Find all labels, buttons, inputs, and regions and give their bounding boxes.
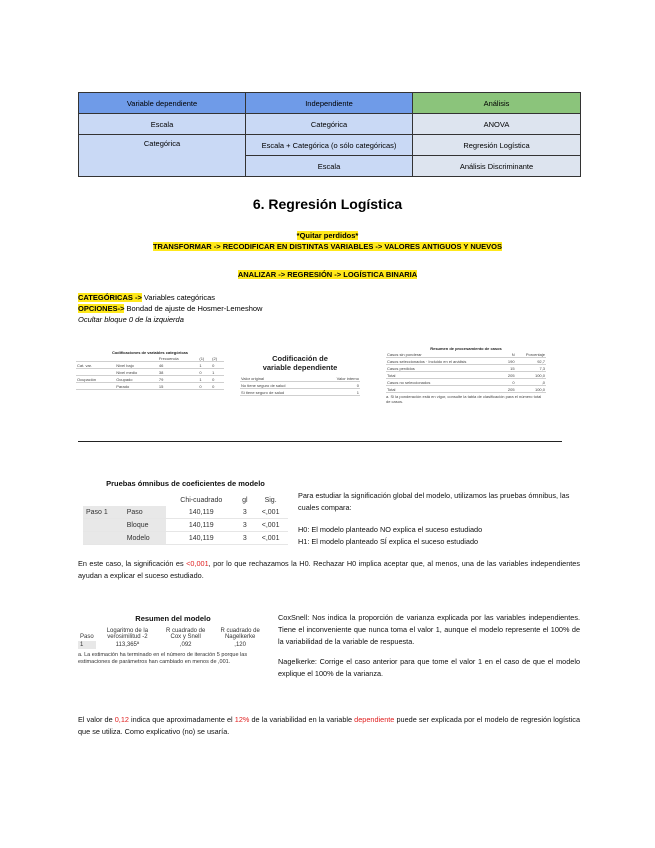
model-summary-title: Resumen del modelo: [135, 614, 211, 623]
table-cell: Chi-cuadrado: [180, 496, 223, 504]
table-cell: 140,119: [166, 532, 236, 545]
table-cell: 3: [236, 519, 253, 532]
conclusion-part2: , por lo que rechazamos la H0. Rechazar H0 implica aceptar que, al menos, una de las variables independientes ayudan a explicar el suceso estudiado.: [78, 559, 580, 580]
categoricas-text: Variables categóricas: [141, 293, 216, 302]
nagelkerke-text: Nagelkerke: Corrige el caso anterior para que tome el valor 1 en el caso de que el modelo explique el 100% de la varianza.: [278, 657, 580, 678]
table-cell: 15: [503, 365, 515, 372]
table-cell: 100,0: [516, 372, 546, 379]
table-cell: Porcentaje: [516, 351, 546, 358]
table-cell: [83, 532, 124, 545]
final-percent: 12%: [234, 715, 250, 724]
table-row: [78, 641, 268, 649]
case-summary-title: Resumen de procesamiento de casos: [430, 346, 502, 351]
table-cell: 113,365ª: [115, 642, 140, 648]
table-cell: (2): [211, 355, 224, 362]
table-cell: 140,119: [166, 506, 236, 519]
omnibus-p1: Para estudiar la significación global del modelo, utilizamos las pruebas ómnibus, las cuales compara:: [298, 491, 570, 512]
table-row: [79, 135, 581, 156]
omnibus-h1: H1: El modelo planteado SÍ explica el suceso estudiado: [298, 537, 479, 546]
table-cell: ,0: [516, 379, 546, 386]
table-cell: 0: [211, 376, 224, 383]
menu-path-1: TRANSFORMAR -> RECODIFICAR EN DISTINTAS VARIABLES -> VALORES ANTIGUOS Y NUEVOS: [152, 242, 503, 251]
spacer: [278, 648, 580, 656]
table-cell: <,001: [253, 506, 288, 519]
table-cell: Bloque: [124, 519, 166, 532]
dependent-coding-table: [240, 354, 360, 396]
final-part3: de la variabilidad en la variable: [249, 715, 355, 724]
table-cell: [76, 369, 115, 376]
table-row: [83, 506, 288, 519]
omnibus-h0: H0: El modelo planteado NO explica el suceso estudiado: [298, 525, 483, 534]
table-cell: ANOVA: [413, 114, 581, 135]
table-cell: Escala: [79, 114, 246, 135]
table-cell: Valor original: [240, 375, 319, 382]
table-cell: [76, 383, 115, 390]
table-row: [240, 382, 360, 389]
table-cell: Casos sin ponderar: [386, 351, 503, 358]
table-cell: Valor interno: [319, 375, 360, 382]
header-dependiente: Variable dependiente: [79, 93, 246, 114]
menu-path-2-line: [0, 270, 655, 279]
conclusion-part1: En este caso, la significación es: [78, 559, 187, 568]
table-row: [83, 532, 288, 545]
table-cell: R cuadrado de Cox y Snell: [165, 628, 206, 640]
table-cell: Casos seleccionados · Incluido en el análisis: [386, 358, 503, 365]
table-row: [386, 386, 546, 393]
table-cell: 38: [158, 369, 199, 376]
table-cell: N: [503, 351, 515, 358]
omnibus-title: Pruebas ómnibus de coeficientes de modelo: [106, 479, 265, 488]
table-cell: 7,3: [516, 365, 546, 372]
table-cell: Logaritmo de la verosimilitud -2: [106, 628, 149, 640]
table-row: [386, 358, 546, 365]
table-cell: Total: [386, 372, 503, 379]
table-cell: No tiene seguro de salud: [240, 382, 319, 389]
table-cell: 0: [211, 362, 224, 369]
table-cell: Parado: [115, 383, 158, 390]
case-summary-note: a. Si la ponderación está en vigor, consulte la tabla de clasificación para el número total de casos.: [386, 394, 542, 404]
final-part2: indica que aproximadamente el: [128, 715, 235, 724]
table-cell: <,001: [253, 532, 288, 545]
table-cell: Paso 1: [83, 506, 124, 519]
table-cell: Sí tiene seguro de salud: [240, 389, 319, 396]
analysis-table: [78, 92, 581, 177]
header-analisis: Análisis: [413, 93, 581, 114]
table-cell: 1: [198, 362, 211, 369]
table-cell: (1): [198, 355, 211, 362]
table-cell: 0: [319, 382, 360, 389]
table-row: [386, 372, 546, 379]
model-summary-note: a. La estimación ha terminado en el número de iteración 5 porque las estimaciones de parámetros han cambiado en menos de ,001.: [78, 652, 248, 665]
categorical-codings-table: [76, 350, 224, 390]
final-part1: El valor de: [78, 715, 115, 724]
table-cell: 0: [198, 383, 211, 390]
table-cell: Ocupación: [76, 376, 115, 383]
table-row: [83, 519, 288, 532]
table-cell: 1: [198, 376, 211, 383]
table-cell: Total: [386, 386, 503, 393]
table-cell: 3: [236, 532, 253, 545]
table-cell: [124, 494, 166, 506]
omnibus-explanation: [298, 490, 580, 548]
model-summary-table: [78, 614, 268, 666]
table-row: [76, 369, 224, 376]
case-summary-table: [386, 346, 546, 404]
table-row: [386, 365, 546, 372]
table-cell: Paso: [124, 506, 166, 519]
table-cell: Sig.: [264, 496, 277, 504]
final-part4: puede ser explicada por el modelo de regresión logística que se utiliza. Como explicativo (no) se usaría.: [78, 715, 580, 736]
table-cell: [83, 519, 124, 532]
menu-path-2: ANALIZAR -> REGRESIÓN -> LOGÍSTICA BINARIA: [237, 270, 418, 279]
final-value: 0,12: [114, 715, 129, 724]
table-cell: [83, 494, 124, 506]
table-cell: Ocupado: [115, 376, 158, 383]
opciones-text: Bondad de ajuste de Hosmer-Lemeshow: [124, 304, 263, 313]
table-row: [83, 494, 288, 506]
table-cell: Casos perdidos: [386, 365, 503, 372]
table-cell: Categórica: [79, 135, 246, 177]
spacer: [298, 514, 580, 524]
table-cell: 100,0: [516, 386, 546, 393]
conclusion-sig: <0,001: [186, 559, 209, 568]
table-cell: 190: [503, 358, 515, 365]
final-dependent: dependiente: [354, 715, 395, 724]
section-title: 6. Regresión Logística: [252, 196, 403, 212]
table-row: [78, 627, 268, 641]
table-cell: <,001: [253, 519, 288, 532]
table-row: [79, 114, 581, 135]
ocultar-text: Ocultar bloque 0 de la izquierda: [78, 315, 184, 324]
table-cell: 1: [211, 369, 224, 376]
table-cell: gl: [242, 496, 248, 504]
dependent-coding-title: Codificación de variable dependiente: [262, 354, 338, 372]
analysis-table-header: [79, 93, 581, 114]
table-cell: Escala: [246, 156, 413, 177]
table-cell: 79: [158, 376, 199, 383]
omnibus-table: [83, 479, 288, 545]
table-cell: 0: [198, 369, 211, 376]
table-cell: R cuadrado de Nagelkerke: [220, 628, 260, 640]
categorical-codings-title: Codificaciones de variables categóricas: [111, 350, 189, 355]
table-cell: Cat. var.: [76, 362, 115, 369]
conclusion-paragraph: [78, 558, 580, 582]
table-cell: 3: [236, 506, 253, 519]
table-cell: Análisis Discriminante: [413, 156, 581, 177]
table-cell: 205: [503, 372, 515, 379]
table-cell: 1: [319, 389, 360, 396]
table-row: [240, 389, 360, 396]
opciones-label: OPCIONES->: [78, 304, 125, 313]
table-row: [386, 379, 546, 386]
categoricas-label: CATEGÓRICAS ->: [78, 293, 142, 302]
divider: [78, 441, 562, 442]
table-cell: ,092: [179, 642, 192, 648]
header-independiente: Independiente: [246, 93, 413, 114]
model-summary-explanation: [278, 612, 580, 680]
categoricas-line: [78, 292, 478, 303]
table-cell: Frecuencia: [158, 355, 199, 362]
table-cell: Nivel medio: [115, 369, 158, 376]
table-row: [76, 376, 224, 383]
table-cell: Modelo: [124, 532, 166, 545]
table-cell: 46: [158, 362, 199, 369]
table-cell: 15: [158, 383, 199, 390]
opciones-line: [78, 303, 478, 314]
table-cell: Regresión Logística: [413, 135, 581, 156]
table-cell: Paso: [80, 634, 94, 640]
table-cell: Categórica: [246, 114, 413, 135]
table-row: [76, 362, 224, 369]
table-cell: 140,119: [166, 519, 236, 532]
table-cell: 205: [503, 386, 515, 393]
options-block: [78, 292, 478, 325]
table-cell: ,120: [234, 642, 246, 648]
final-paragraph: [78, 714, 580, 738]
quitar-perdidos: *Quitar perdidos*: [296, 231, 359, 240]
table-cell: 1: [78, 641, 96, 649]
table-cell: Casos no seleccionados: [386, 379, 503, 386]
menu-path-1-line: [0, 242, 655, 251]
table-cell: Nivel bajo: [115, 362, 158, 369]
coxsnell-text: CoxSnell: Nos indica la proporción de varianza explicada por las variables independientes. Tiene el inconveniente que nunca toma el valor 1, aunque el modelo represente el 100% de la variabilidad de la variable de respuesta.: [278, 613, 580, 646]
table-cell: 0: [211, 383, 224, 390]
quitar-perdidos-line: [0, 231, 655, 240]
table-row: [76, 383, 224, 390]
table-cell: Escala + Categórica (o sólo categóricas): [246, 135, 413, 156]
table-cell: 0: [503, 379, 515, 386]
table-cell: 92,7: [516, 358, 546, 365]
